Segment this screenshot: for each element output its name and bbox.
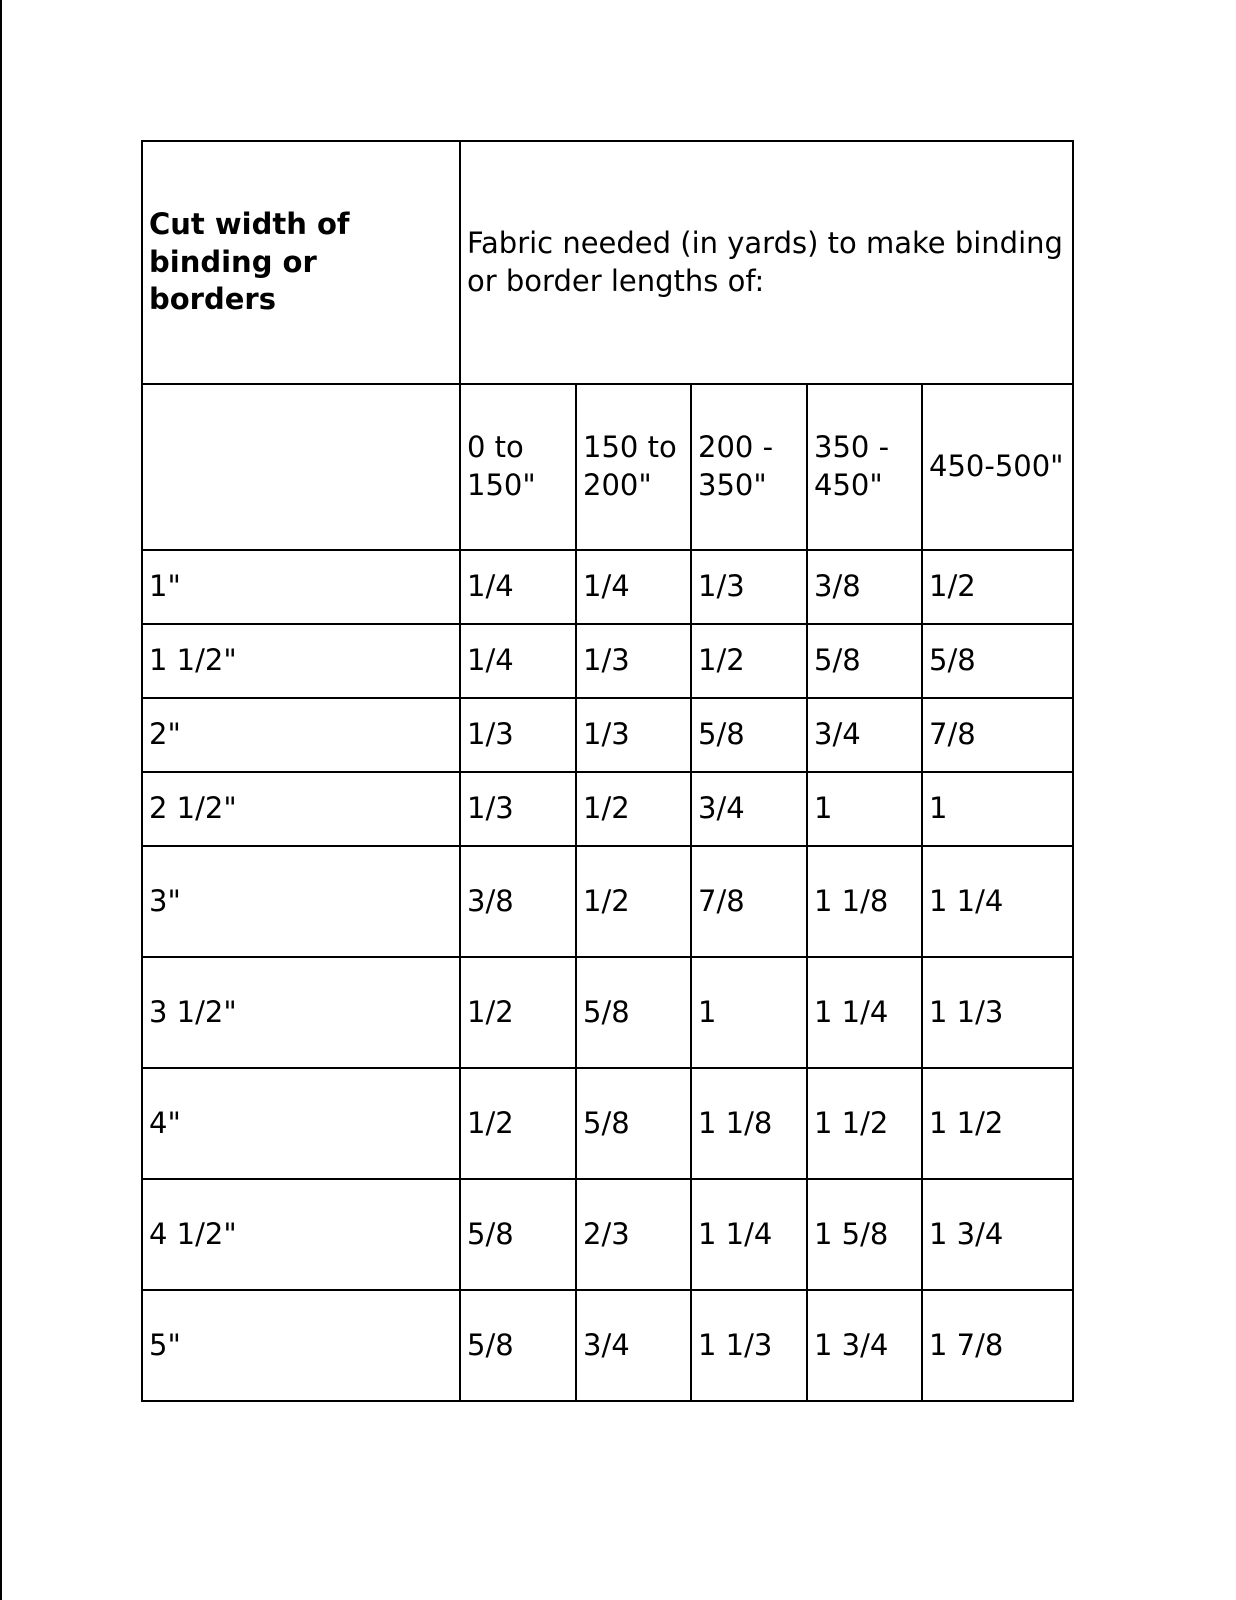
- table-cell: 1 3/4: [922, 1179, 1073, 1290]
- table-cell: 7/8: [922, 698, 1073, 772]
- column-header: 350 - 450": [807, 384, 922, 550]
- table-cell: 1/2: [576, 846, 691, 957]
- row-width-cell: 2 1/2": [142, 772, 460, 846]
- table-cell: 1 1/4: [691, 1179, 807, 1290]
- table-cell: 1 1/2: [922, 1068, 1073, 1179]
- column-header: 0 to 150": [460, 384, 576, 550]
- column-header: 200 - 350": [691, 384, 807, 550]
- table-row: [142, 772, 1073, 846]
- table-cell: 1 3/4: [807, 1290, 922, 1401]
- row-width-cell: 1": [142, 550, 460, 624]
- table-cell: 1 1/3: [691, 1290, 807, 1401]
- table-cell: 7/8: [691, 846, 807, 957]
- row-width-cell: 1 1/2": [142, 624, 460, 698]
- row-width-cell: 2": [142, 698, 460, 772]
- table-cell: 3/4: [576, 1290, 691, 1401]
- table-cell: 1 1/3: [922, 957, 1073, 1068]
- table-cell: 5/8: [460, 1290, 576, 1401]
- table-cell: 1 1/4: [807, 957, 922, 1068]
- table-cell: 1/2: [576, 772, 691, 846]
- table-description: Fabric needed (in yards) to make binding or border lengths of:: [460, 141, 1073, 384]
- table-cell: 3/4: [691, 772, 807, 846]
- table-row: [142, 957, 1073, 1068]
- table-cell: 1/2: [691, 624, 807, 698]
- table-cell: 1/3: [576, 624, 691, 698]
- table-cell: 5/8: [576, 957, 691, 1068]
- row-width-cell: 4": [142, 1068, 460, 1179]
- table-cell: 5/8: [691, 698, 807, 772]
- column-header: 450-500": [922, 384, 1073, 550]
- table-row: [142, 1290, 1073, 1401]
- table-row: [142, 550, 1073, 624]
- table-row: [142, 698, 1073, 772]
- table-cell: 1/4: [576, 550, 691, 624]
- table-title: Cut width of binding or borders: [142, 141, 460, 384]
- table-cell: 1: [807, 772, 922, 846]
- table-cell: 1/2: [460, 1068, 576, 1179]
- table-cell: 1 7/8: [922, 1290, 1073, 1401]
- row-width-cell: 5": [142, 1290, 460, 1401]
- table-cell: 3/8: [460, 846, 576, 957]
- header-row: [142, 141, 1073, 384]
- table-cell: 1/3: [460, 772, 576, 846]
- table-cell: 1 1/4: [922, 846, 1073, 957]
- page-edge-line: [0, 0, 2, 1600]
- table-cell: 1/2: [922, 550, 1073, 624]
- table-cell: 1 5/8: [807, 1179, 922, 1290]
- table-cell: 1: [922, 772, 1073, 846]
- table-cell: 5/8: [807, 624, 922, 698]
- row-width-cell: 4 1/2": [142, 1179, 460, 1290]
- table-cell: 1/3: [691, 550, 807, 624]
- table-cell: 5/8: [576, 1068, 691, 1179]
- table-cell: 1/3: [576, 698, 691, 772]
- table-cell: 1/4: [460, 624, 576, 698]
- table-cell: 3/4: [807, 698, 922, 772]
- table-cell: 1: [691, 957, 807, 1068]
- table-cell: 1/4: [460, 550, 576, 624]
- column-header: 150 to 200": [576, 384, 691, 550]
- table-row: [142, 1068, 1073, 1179]
- table-cell: 1/3: [460, 698, 576, 772]
- table-row: [142, 624, 1073, 698]
- row-width-cell: 3 1/2": [142, 957, 460, 1068]
- table-row: [142, 1179, 1073, 1290]
- table-cell: 1 1/2: [807, 1068, 922, 1179]
- table-cell: 1/2: [460, 957, 576, 1068]
- column-header-row: [142, 384, 1073, 550]
- table-cell: 5/8: [922, 624, 1073, 698]
- binding-yardage-table: [141, 140, 1074, 1402]
- table-row: [142, 846, 1073, 957]
- table-cell: 1 1/8: [691, 1068, 807, 1179]
- table-cell: 1 1/8: [807, 846, 922, 957]
- table-cell: 5/8: [460, 1179, 576, 1290]
- row-width-cell: 3": [142, 846, 460, 957]
- blank-header-cell: [142, 384, 460, 550]
- table-cell: 3/8: [807, 550, 922, 624]
- table-cell: 2/3: [576, 1179, 691, 1290]
